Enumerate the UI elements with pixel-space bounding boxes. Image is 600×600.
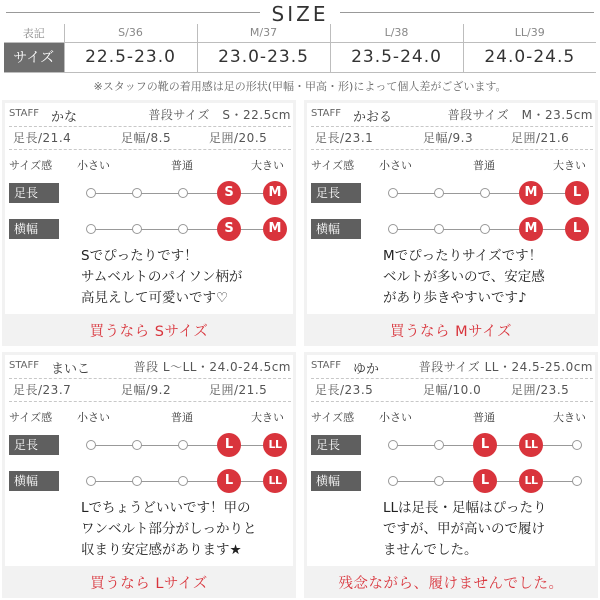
staff-card-body: [307, 103, 595, 314]
scale-normal: 普通: [171, 411, 193, 424]
foot-measurements: [311, 129, 593, 147]
comment-line: ベルトが多いので、安定感: [383, 269, 545, 285]
scale-dot: [434, 440, 444, 450]
staff-header: [311, 106, 593, 124]
size-mark: LL: [263, 433, 287, 457]
size-row-label: サイズ: [4, 42, 64, 72]
size-mark: M: [519, 181, 543, 205]
size-header-cell: L/38: [330, 24, 463, 42]
scale-small: 小さい: [379, 411, 412, 424]
size-mark: L: [473, 433, 497, 457]
size-mark: L: [217, 469, 241, 493]
size-value-cell: 23.0-23.5: [197, 42, 330, 72]
scale-dot: [572, 476, 582, 486]
scale-dot: [388, 440, 398, 450]
comment-line: Sでぴったりです！: [81, 248, 198, 264]
divider: [9, 401, 291, 402]
comment-line: 収まり安定感があります★: [81, 542, 242, 558]
size-header-cell: S/36: [64, 24, 197, 42]
staff-card-body: [5, 103, 293, 314]
size-mark: M: [519, 217, 543, 241]
divider: [9, 378, 291, 379]
scale-dot: [480, 188, 490, 198]
staff-tag: STAFF: [9, 360, 40, 371]
scale-normal: 普通: [473, 411, 495, 424]
scale-normal: 普通: [473, 159, 495, 172]
staff-name: ゆか: [353, 362, 380, 377]
staff-tag: STAFF: [311, 360, 342, 371]
size-header-cell: LL/39: [463, 24, 596, 42]
size-value-cell: 22.5-23.0: [64, 42, 197, 72]
comment-line: LLは足長・足幅はぴったり: [383, 500, 547, 516]
scale-dot: [132, 188, 142, 198]
size-mark: S: [217, 181, 241, 205]
foot-width: 足幅/8.5: [121, 131, 172, 145]
title-rule-left: [6, 12, 260, 13]
scale-label: サイズ感: [9, 159, 53, 172]
staff-comment: [81, 498, 293, 561]
size-table-value-row: [4, 42, 596, 72]
size-mark: L: [217, 433, 241, 457]
usual-size: 普段サイズ S・22.5cm: [148, 108, 291, 122]
scale-dot: [178, 476, 188, 486]
title-rule-right: [340, 12, 594, 13]
scale-dot: [434, 188, 444, 198]
scale-dot: [86, 224, 96, 234]
scale-large: 大きい: [553, 411, 586, 424]
scale-small: 小さい: [77, 411, 110, 424]
length-row-label: 足長: [311, 435, 361, 455]
scale-dot: [132, 476, 142, 486]
foot-length: 足長/23.5: [315, 383, 374, 397]
scale-label: サイズ感: [311, 411, 355, 424]
scale-large: 大きい: [553, 159, 586, 172]
divider: [9, 126, 291, 127]
staff-header: [9, 358, 291, 376]
width-row-label: 横幅: [9, 219, 59, 239]
divider: [311, 378, 593, 379]
scale-label: サイズ感: [9, 411, 53, 424]
staff-card: [304, 100, 598, 346]
scale-dot: [480, 224, 490, 234]
fit-note: ※スタッフの靴の着用感は足の形状(甲幅・甲高・形)によって個人差がございます。: [93, 80, 507, 93]
comment-line: ワンベルト部分がしっかりと: [81, 521, 257, 537]
scale-dot: [434, 476, 444, 486]
scale-small: 小さい: [77, 159, 110, 172]
width-row-label: 横幅: [311, 219, 361, 239]
size-mark: LL: [519, 433, 543, 457]
comment-line: 高見えして可愛いです♡: [81, 290, 229, 306]
size-mark: L: [565, 181, 589, 205]
scale-dot: [86, 476, 96, 486]
scale-label: サイズ感: [311, 159, 355, 172]
staff-comment: [383, 246, 595, 309]
foot-width: 足幅/10.0: [423, 383, 482, 397]
scale-dot: [388, 476, 398, 486]
divider: [9, 149, 291, 150]
scale-dot: [178, 188, 188, 198]
comment-line: Lでちょうどいいです！甲の: [81, 500, 251, 516]
size-value-cell: 24.0-24.5: [463, 42, 596, 72]
usual-size: 普段 L〜LL・24.0-24.5cm: [133, 360, 291, 374]
size-verdict: 買うなら Lサイズ: [90, 576, 208, 592]
foot-girth: 足囲/21.5: [209, 383, 268, 397]
foot-girth: 足囲/23.5: [511, 383, 570, 397]
staff-card-body: [307, 355, 595, 566]
staff-comment: [81, 246, 293, 309]
foot-girth: 足囲/21.6: [511, 131, 570, 145]
comment-line: ですが、甲が高いので履け: [383, 521, 545, 537]
divider: [311, 401, 593, 402]
foot-measurements: [9, 381, 291, 399]
comment-line: Mでぴったりサイズです！: [383, 248, 543, 264]
divider: [311, 126, 593, 127]
foot-length: 足長/21.4: [13, 131, 72, 145]
staff-tag: STAFF: [9, 108, 40, 119]
scale-large: 大きい: [251, 411, 284, 424]
foot-width: 足幅/9.3: [423, 131, 474, 145]
scale-dot: [388, 224, 398, 234]
scale-dot: [388, 188, 398, 198]
width-row-label: 横幅: [311, 471, 361, 491]
foot-length: 足長/23.7: [13, 383, 72, 397]
size-mark: M: [263, 217, 287, 241]
length-row-label: 足長: [9, 183, 59, 203]
scale-dot: [178, 224, 188, 234]
staff-name: かな: [51, 110, 78, 125]
foot-width: 足幅/9.2: [121, 383, 172, 397]
staff-tag: STAFF: [311, 108, 342, 119]
size-table-header-row: [4, 24, 596, 42]
staff-card: [2, 100, 296, 346]
scale-dot: [178, 440, 188, 450]
staff-card-body: [5, 355, 293, 566]
usual-size: 普段サイズ LL・24.5-25.0cm: [418, 360, 593, 374]
scale-dot: [132, 440, 142, 450]
size-mark: L: [473, 469, 497, 493]
size-verdict: 残念ながら、履けませんでした。: [338, 576, 564, 592]
size-header-cell: M/37: [197, 24, 330, 42]
size-verdict: 買うなら Sサイズ: [89, 324, 209, 340]
divider: [311, 149, 593, 150]
foot-measurements: [9, 129, 291, 147]
size-mark: M: [263, 181, 287, 205]
staff-comment: [383, 498, 595, 561]
size-verdict: 買うなら Mサイズ: [390, 324, 512, 340]
size-mark: S: [217, 217, 241, 241]
length-row-label: 足長: [311, 183, 361, 203]
staff-name: かおる: [353, 110, 393, 125]
size-mark: LL: [263, 469, 287, 493]
size-mark: LL: [519, 469, 543, 493]
comment-line: サムベルトのパイソン柄が: [81, 269, 243, 285]
scale-dot: [434, 224, 444, 234]
scale-dot: [132, 224, 142, 234]
scale-dot: [86, 440, 96, 450]
size-value-cell: 23.5-24.0: [330, 42, 463, 72]
foot-length: 足長/23.1: [315, 131, 374, 145]
width-row-label: 横幅: [9, 471, 59, 491]
size-header-cell: 表記: [4, 24, 64, 42]
usual-size: 普段サイズ M・23.5cm: [447, 108, 593, 122]
size-mark: L: [565, 217, 589, 241]
scale-dot: [86, 188, 96, 198]
staff-name: まいこ: [51, 362, 91, 377]
scale-large: 大きい: [251, 159, 284, 172]
scale-small: 小さい: [379, 159, 412, 172]
comment-line: ませんでした。: [383, 542, 478, 558]
page-title: SIZE: [271, 2, 329, 26]
staff-header: [9, 106, 291, 124]
scale-normal: 普通: [171, 159, 193, 172]
scale-dot: [572, 440, 582, 450]
length-row-label: 足長: [9, 435, 59, 455]
comment-line: があり歩きやすいです♪: [383, 290, 527, 306]
staff-card: [304, 352, 598, 598]
foot-measurements: [311, 381, 593, 399]
staff-card: [2, 352, 296, 598]
staff-header: [311, 358, 593, 376]
size-table: [4, 24, 596, 73]
foot-girth: 足囲/20.5: [209, 131, 268, 145]
